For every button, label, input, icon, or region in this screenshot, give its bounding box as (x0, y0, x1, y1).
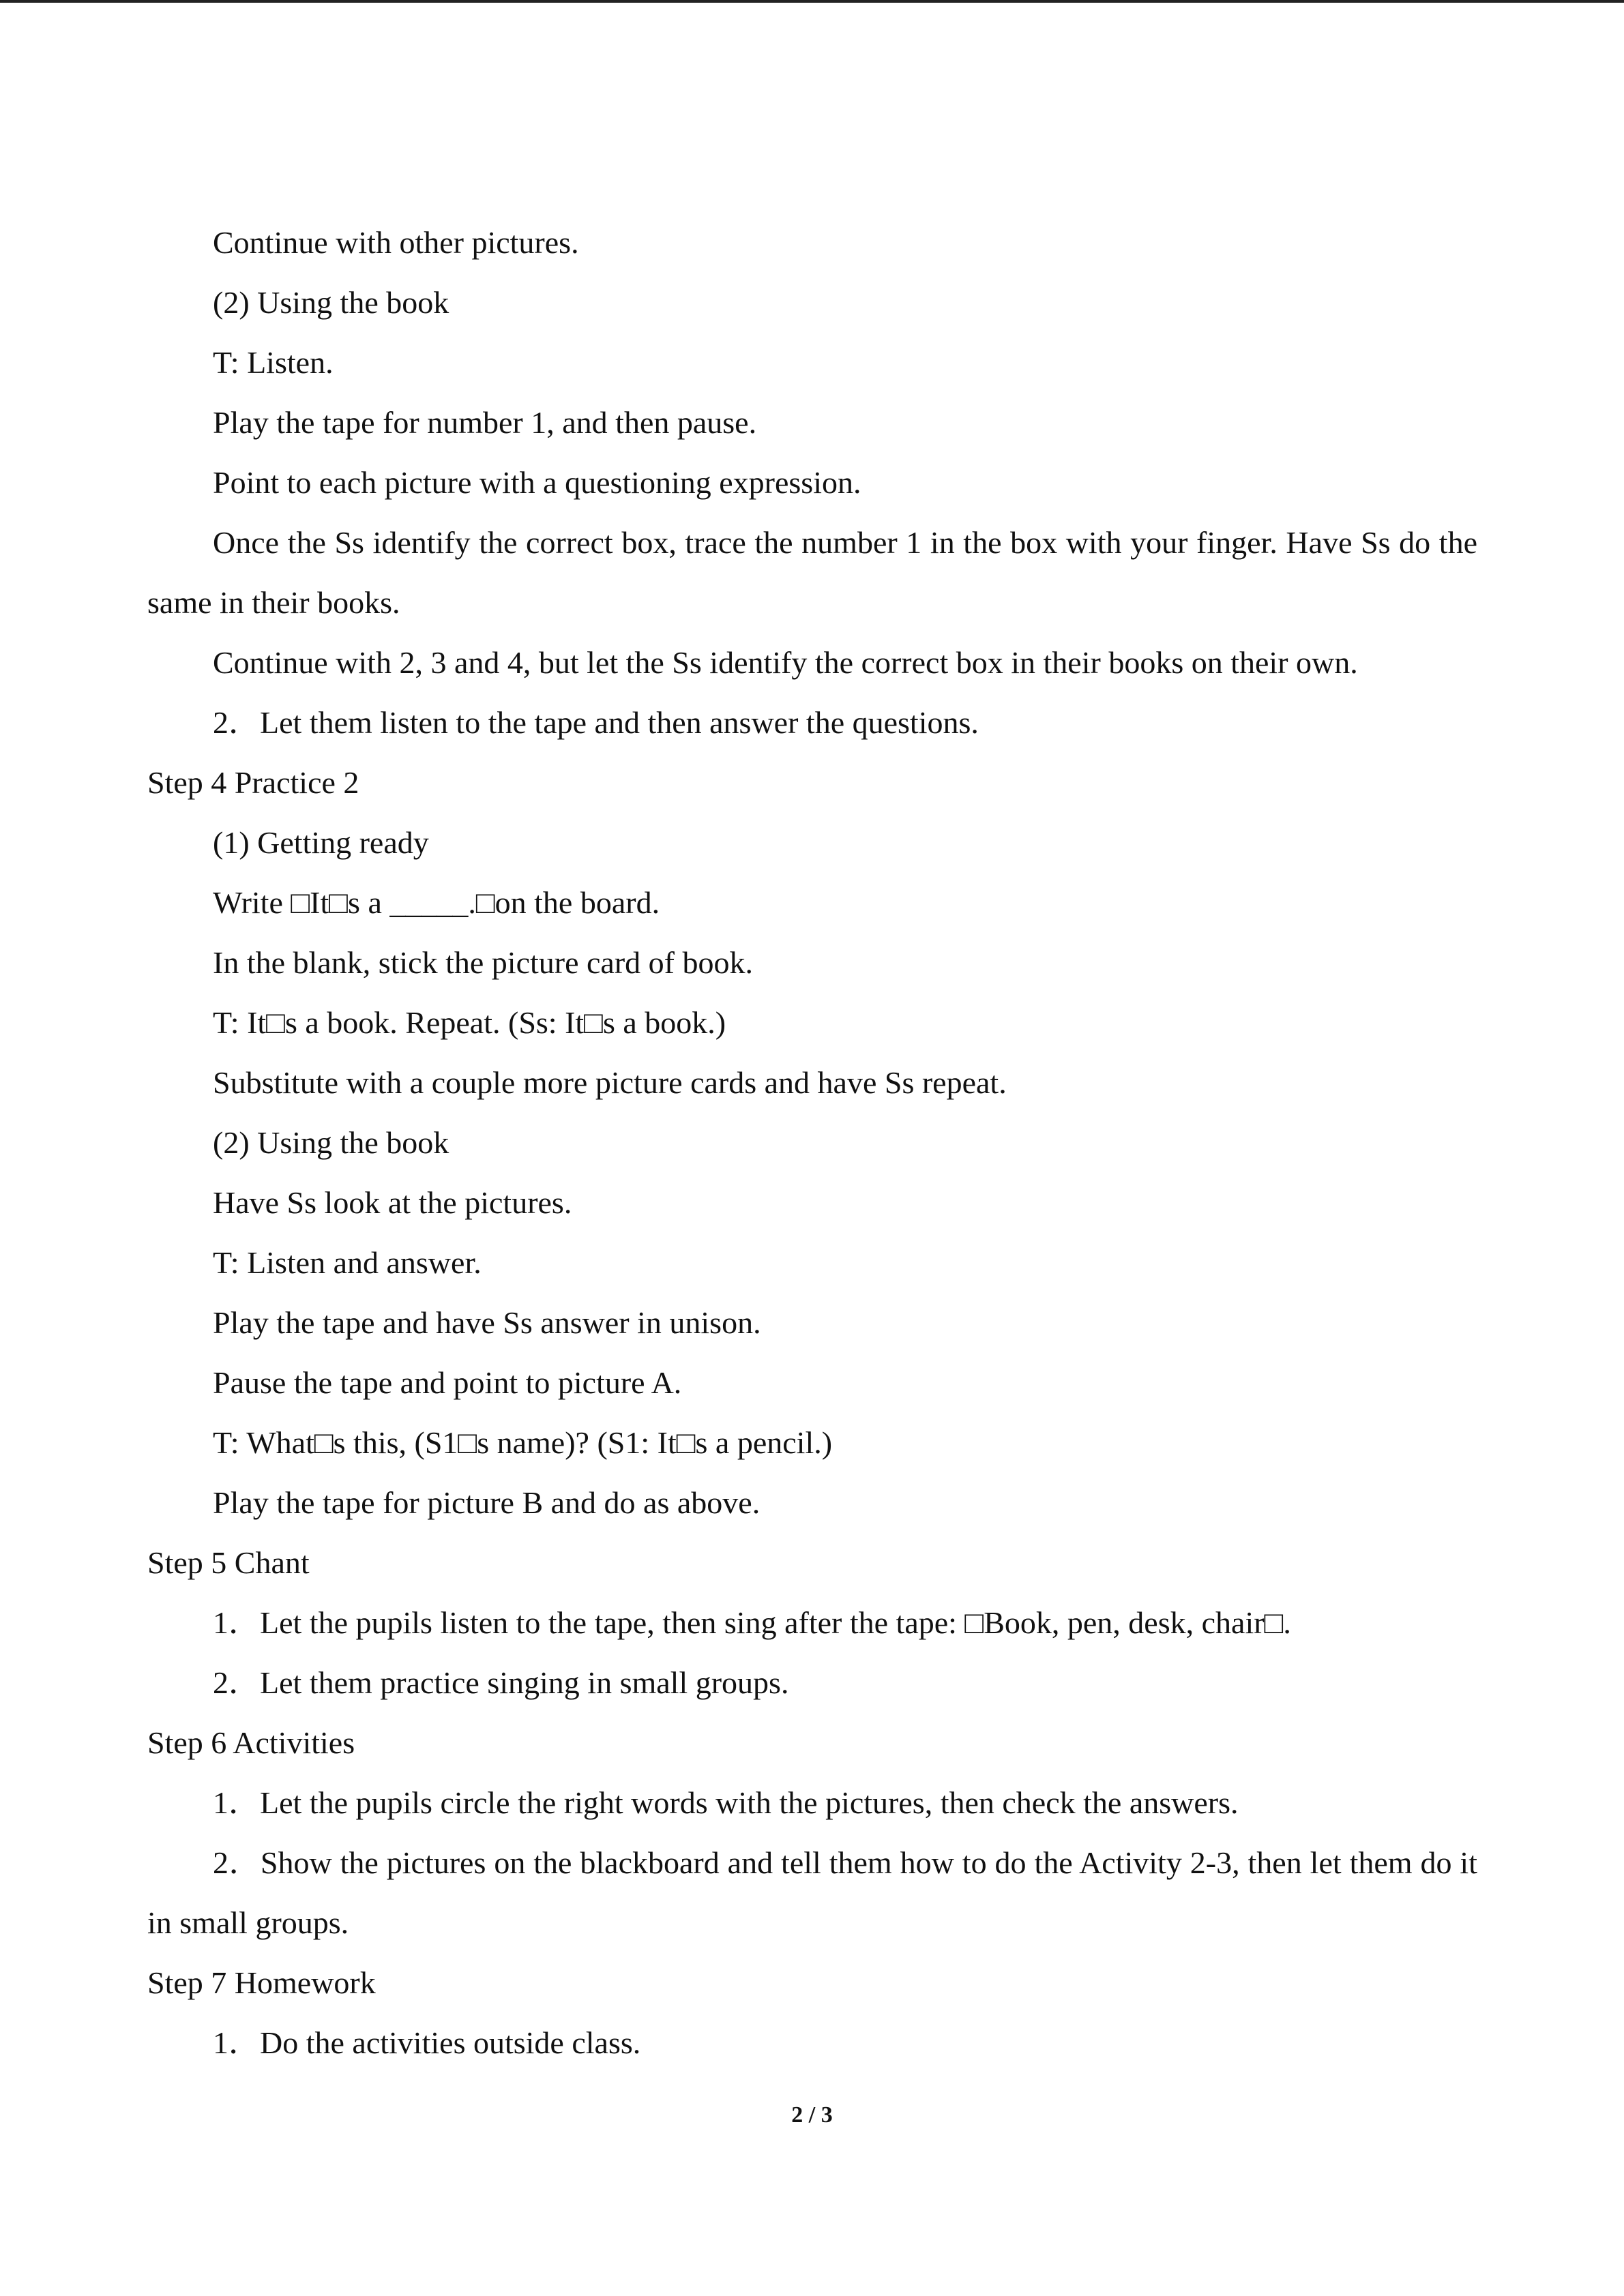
subheading: (2) Using the book (213, 285, 449, 320)
text-line: T: Listen. (213, 345, 334, 380)
step-heading: Step 7 Homework (147, 1965, 376, 2000)
list-item: 1．Let the pupils listen to the tape, then sing after the tape: □Book, pen, desk, chair□. (213, 1605, 1291, 1640)
text-line: Play the tape and have Ss answer in unison. (213, 1305, 761, 1340)
list-item: 2．Let them practice singing in small groups. (213, 1665, 789, 1700)
text-line: Pause the tape and point to picture A. (213, 1365, 682, 1400)
subheading: (2) Using the book (213, 1125, 449, 1160)
text-line: Continue with other pictures. (213, 225, 579, 260)
text-line: Write □It□s a _____.□on the board. (213, 885, 660, 920)
list-item: 1．Do the activities outside class. (213, 2025, 641, 2060)
list-item: 2．Show the pictures on the blackboard and tell them how to do the Activity 2-3, then let them do it in small groups. (147, 1845, 1477, 1940)
text-line: Continue with 2, 3 and 4, but let the Ss identify the correct box in their books on their own. (213, 645, 1358, 680)
document-body (147, 213, 1477, 2073)
list-item: 1．Let the pupils circle the right words with the pictures, then check the answers. (213, 1785, 1239, 1820)
text-line: Play the tape for number 1, and then pause. (213, 405, 757, 440)
list-item: 2．Let them listen to the tape and then answer the questions. (213, 705, 979, 740)
step-heading: Step 4 Practice 2 (147, 765, 359, 800)
subheading: (1) Getting ready (213, 825, 429, 860)
text-line: Substitute with a couple more picture cards and have Ss repeat. (213, 1065, 1007, 1100)
step-heading: Step 5 Chant (147, 1545, 310, 1580)
step-heading: Step 6 Activities (147, 1725, 355, 1760)
text-line: Play the tape for picture B and do as above. (213, 1485, 761, 1520)
text-line: T: It□s a book. Repeat. (Ss: It□s a book.) (213, 1005, 726, 1040)
text-paragraph: Once the Ss identify the correct box, trace the number 1 in the box with your finger. Have Ss do the same in their books. (147, 525, 1477, 620)
page-number: 2 / 3 (791, 2102, 833, 2128)
text-line: T: Listen and answer. (213, 1245, 482, 1280)
text-line: Point to each picture with a questioning expression. (213, 465, 861, 500)
text-line: T: What□s this, (S1□s name)? (S1: It□s a pencil.) (213, 1425, 833, 1460)
text-line: In the blank, stick the picture card of book. (213, 945, 753, 980)
text-line: Have Ss look at the pictures. (213, 1185, 572, 1220)
